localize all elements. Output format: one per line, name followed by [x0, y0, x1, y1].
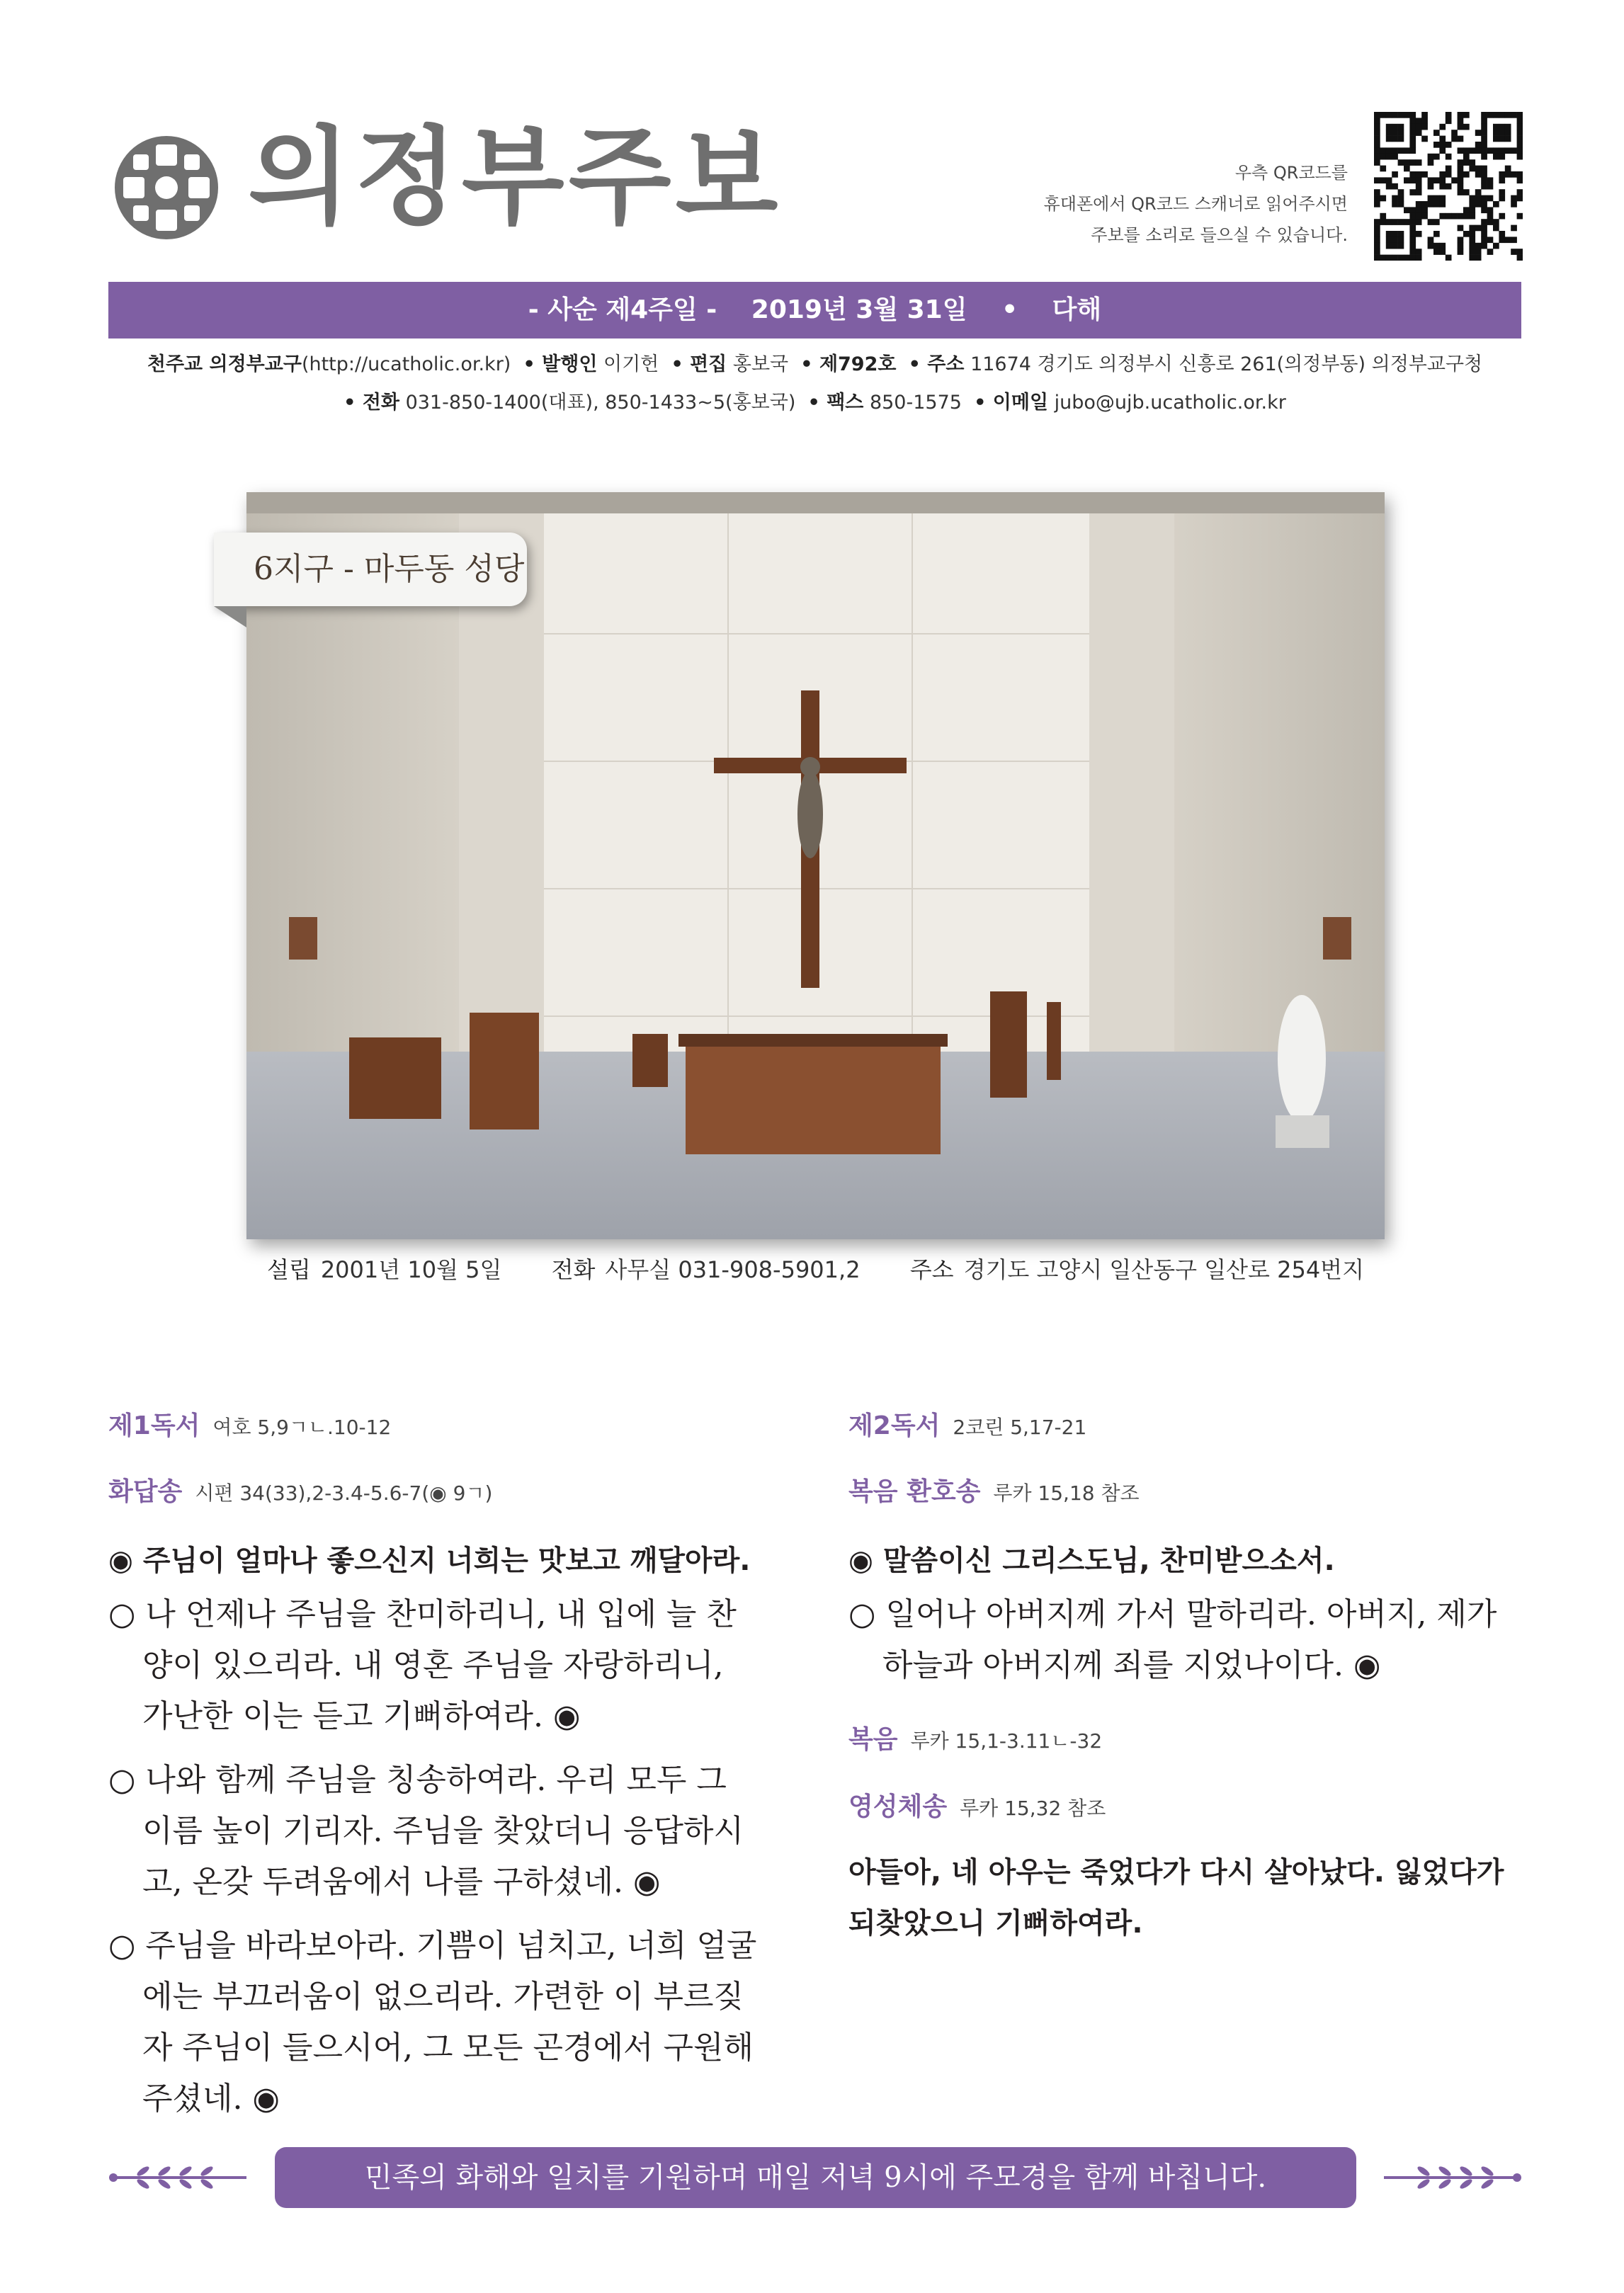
founded-date: 2001년 10월 5일: [320, 1256, 502, 1283]
qr-note-line: 우측 QR코드를: [1234, 163, 1348, 183]
acclamation-label: 복음 환호송: [848, 1477, 981, 1506]
communion-ref: 루카 15,32 참조: [960, 1797, 1106, 1820]
fax: 850-1575: [869, 392, 962, 414]
publisher-info: [108, 348, 1521, 376]
first-reading-label: 제1독서: [108, 1411, 200, 1440]
parish-label: 6지구 - 마두동 성당: [214, 533, 527, 606]
liturgical-week: - 사순 제4주일 -: [528, 295, 717, 324]
acclamation-ref: 루카 15,18 참조: [993, 1481, 1140, 1505]
psalm-verse: ○ 나 언제나 주님을 찬미하리니, 내 입에 늘 찬양이 있으리라. 내 영혼 주님을 자랑하리니, 가난한 이는 듣고 기뻐하여라. ◉: [108, 1596, 737, 1734]
email-link[interactable]: jubo@ujb.ucatholic.or.kr: [1054, 392, 1286, 414]
acclamation-verse: ○ 일어나 아버지께 가서 말하리라. 아버지, 제가 하늘과 아버지께 죄를 지었나이다. ◉: [848, 1596, 1497, 1683]
psalm-verse: ○ 나와 함께 주님을 칭송하여라. 우리 모두 그 이름 높이 기리자. 주님을 찾았더니 응답하시고, 온갖 두려움에서 나를 구하셨네. ◉: [108, 1762, 744, 1900]
communion-heading: [848, 1787, 1106, 1823]
year-cycle: 다해: [1052, 295, 1102, 324]
acclamation-heading: [848, 1472, 1140, 1508]
issuer: 이기헌: [603, 353, 659, 375]
photo-caption: [246, 1252, 1385, 1285]
gospel-ref: 루카 15,1-3.11ㄴ-32: [910, 1729, 1103, 1753]
qr-note-line: 휴대폰에서 QR코드 스캐너로 읽어주시면: [1043, 194, 1348, 214]
psalm-verse: ○ 주님을 바라보아라. 기쁨이 넘치고, 너희 얼굴에는 부끄러움이 없으리라. 가련한 이 부르짖자 주님이 들으시어, 그 모든 곤경에서 구원해 주셨네. ◉: [108, 1928, 757, 2117]
email-label: • 이메일: [974, 392, 1049, 414]
masthead-title: 의정부주보: [248, 115, 783, 239]
vine-ornament-icon: [108, 2161, 249, 2194]
gospel-label: 복음: [848, 1725, 898, 1754]
caption-phone: 사무실 031-908-5901,2: [605, 1256, 861, 1283]
caption-address-label: 주소: [909, 1256, 954, 1283]
communion-antiphon: 아들아, 네 아우는 죽었다가 다시 살아났다. 잃었다가 되찾았으니 기뻐하여라.: [848, 1856, 1504, 1940]
caption-address: 경기도 고양시 일산동구 일산로 254번지: [963, 1256, 1365, 1283]
address-label: • 주소: [908, 353, 965, 375]
issue-date: 2019년 3월 31일: [751, 295, 967, 324]
second-reading-label: 제2독서: [848, 1411, 941, 1440]
psalm-ref: 시편 34(33),2-3.4-5.6-7(◉ 9ㄱ): [195, 1481, 493, 1505]
editor: 홍보국: [732, 353, 789, 375]
qr-note-line: 주보를 소리로 들으실 수 있습니다.: [1091, 225, 1348, 245]
qr-instructions: [923, 157, 1348, 251]
first-reading-ref: 여호 5,9ㄱㄴ.10-12: [212, 1416, 392, 1439]
gospel-heading: [848, 1719, 1102, 1756]
caption-phone-label: 전화: [551, 1256, 596, 1283]
second-reading-heading: [848, 1406, 1086, 1442]
banner-bullet: •: [1001, 295, 1018, 324]
fax-label: • 팩스: [807, 392, 864, 414]
footer-prayer-banner: 민족의 화해와 일치를 기원하며 매일 저녁 9시에 주모경을 함께 바칩니다.: [275, 2147, 1356, 2208]
psalm-label: 화답송: [108, 1477, 183, 1506]
phone: 031-850-1400(대표), 850-1433~5(홍보국): [405, 392, 796, 414]
acclamation-response: ◉ 말씀이신 그리스도님, 찬미받으소서.: [848, 1544, 1335, 1577]
contact-info: [108, 387, 1521, 414]
founded-label: 설립: [266, 1256, 311, 1283]
logo-emblem-icon: [113, 135, 220, 241]
vine-ornament-icon: [1381, 2161, 1523, 2194]
org-label: 천주교 의정부교구: [147, 353, 302, 375]
org-url[interactable]: (http://ucatholic.or.kr): [301, 353, 511, 375]
psalm-heading: [108, 1472, 492, 1508]
date-banner: [108, 282, 1521, 338]
first-reading-heading: [108, 1406, 391, 1442]
psalm-response: ◉ 주님이 얼마나 좋으신지 너희는 맛보고 깨달아라.: [108, 1544, 751, 1577]
address: 11674 경기도 의정부시 신흥로 261(의정부동) 의정부교구청: [970, 353, 1483, 375]
issue-number: • 제792호: [800, 353, 897, 375]
phone-label: • 전화: [343, 392, 399, 414]
qr-code-icon[interactable]: [1374, 112, 1523, 261]
communion-label: 영성체송: [848, 1792, 948, 1821]
label-fold-shadow: [214, 606, 246, 627]
second-reading-ref: 2코린 5,17-21: [953, 1416, 1087, 1439]
editor-label: • 편집: [671, 353, 727, 375]
issuer-label: • 발행인: [523, 353, 598, 375]
